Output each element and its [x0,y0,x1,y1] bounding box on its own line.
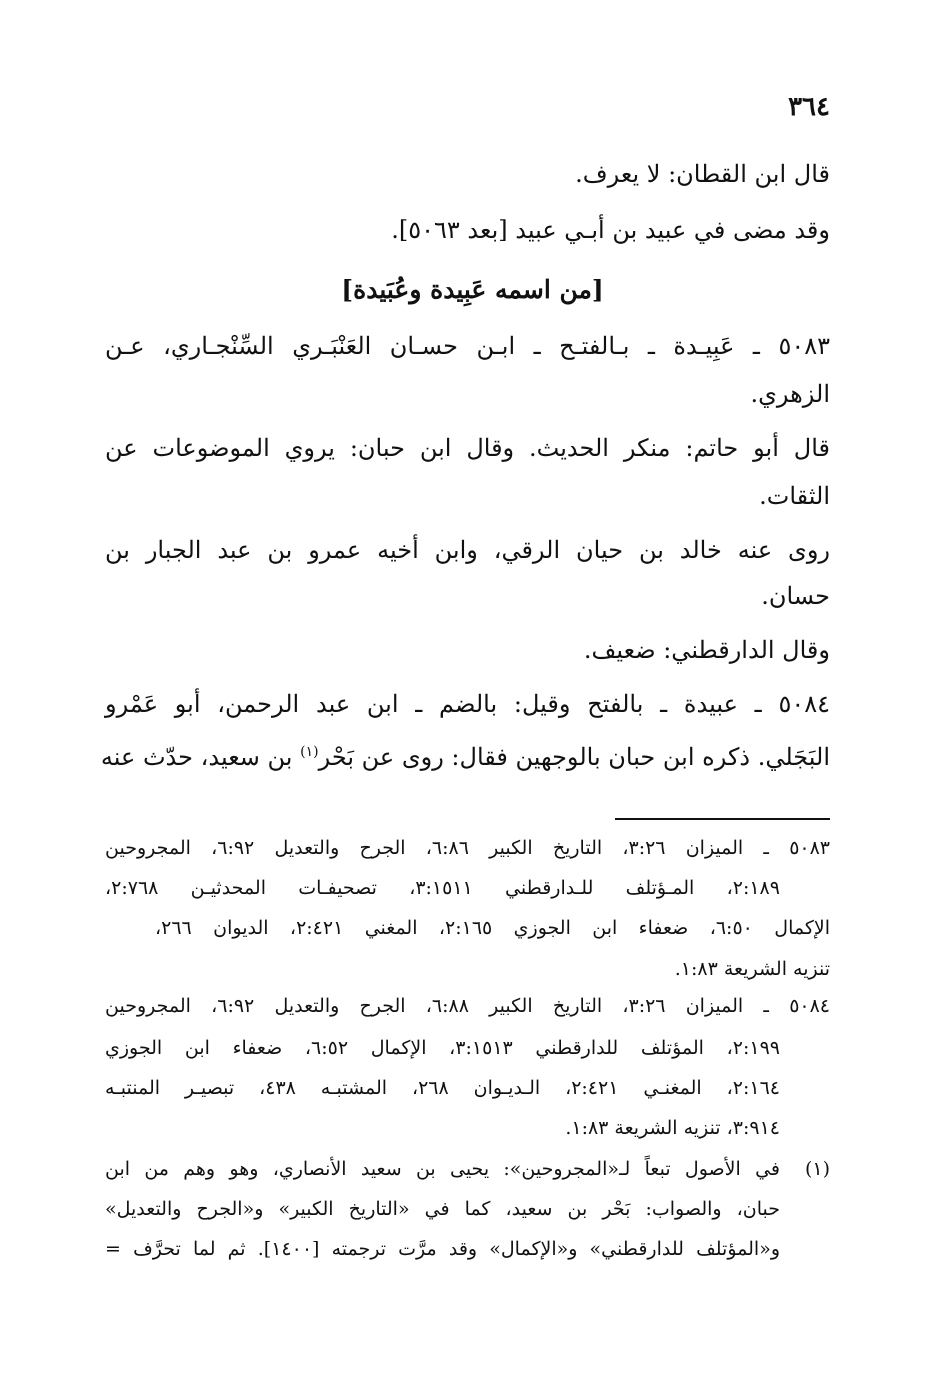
entry-5084-line-1: ٥٠٨٤ ـ عبيدة ـ بالفتح وقيل: بالضم ـ ابن عبد الرحمن، أبو عَمْرو [105,690,830,718]
section-heading: [من اسمه عَبِيدة وعُبَيدة] [341,275,604,304]
paragraph-line: الثقات. [759,482,830,510]
footnote-line: تنزيه الشريعة ١:٨٣. [674,958,830,980]
paragraph-line: قال أبو حاتم: منكر الحديث. وقال ابن حبان: يروي الموضوعات عن [105,434,830,462]
entry-5084-text-b: بن سعيد، حدّث عنه [100,743,301,771]
text-line: وقد مضى في عبيد بن أبـي عبيد [بعد ٥٠٦٣]. [391,216,830,244]
paragraph-line: حسان. [761,582,830,610]
footnote-line: ٢:١٨٩، المـؤتلف للـدارقطني ٣:١٥١١، تصحيفـات المحدثيـن ٢:٧٦٨، [105,877,780,899]
entry-5083-line-1: ٥٠٨٣ ـ عَبِيـدة ـ بـالفتـح ـ ابـن حسـان العَنْبَـري السِّنْجـاري، عـن [105,332,830,360]
footnote-line: ٥٠٨٤ ـ الميزان ٣:٢٦، التاريخ الكبير ٦:٨٨، الجرح والتعديل ٦:٩٢، المجروحين [105,995,831,1017]
footnote-line: في الأصول تبعاً لـ«المجروحين»: يحيى بن سعيد الأنصاري، وهو وهم من ابن [105,1158,780,1180]
paragraph-line: روى عنه خالد بن حيان الرقي، وابن أخيه عمرو بن عبد الجبار بن [105,536,830,564]
footnote-line: الإكمال ٦:٥٠، ضعفاء ابن الجوزي ٢:١٦٥، المغني ٢:٤٢١، الديوان ٢٦٦، [155,917,831,939]
page-number: ٣٦٤ [788,92,830,122]
footnote-line: ٣:٩١٤، تنزيه الشريعة ١:٨٣. [565,1117,780,1139]
footnote-marker: (١) [804,1158,830,1180]
text-line: قال ابن القطان: لا يعرف. [575,160,830,188]
footnote-separator [615,818,830,820]
footnote-line: حبان، والصواب: بَحْر بن سعيد، كما في «التاريخ الكبير» و«الجرح والتعديل» [105,1198,780,1220]
footnote-line: ٢:١٩٩، المؤتلف للدارقطني ٣:١٥١٣، الإكمال ٦:٥٢، ضعفاء ابن الجوزي [105,1037,780,1059]
footnote-line: و«المؤتلف للدارقطني» و«الإكمال» وقد مرَّت ترجمته [١٤٠٠]. ثم لما تحرَّف = [105,1238,780,1260]
entry-5084-text-a: البَجَلي. ذكره ابن حبان بالوجهين فقال: روى عن بَحْر [318,743,830,771]
entry-5083-line-2: الزهري. [750,380,830,408]
paragraph-line: وقال الدارقطني: ضعيف. [583,636,830,664]
footnote-line: ٥٠٨٣ ـ الميزان ٣:٢٦، التاريخ الكبير ٦:٨٦، الجرح والتعديل ٦:٩٢، المجروحين [105,837,831,859]
footnote-reference: (١) [300,744,319,760]
footnote-line: ٢:١٦٤، المغنـي ٢:٤٢١، الـديـوان ٢٦٨، المشتبـه ٤٣٨، تبصيـر المنتبـه [105,1077,780,1099]
entry-5084-line-2 [100,736,830,773]
